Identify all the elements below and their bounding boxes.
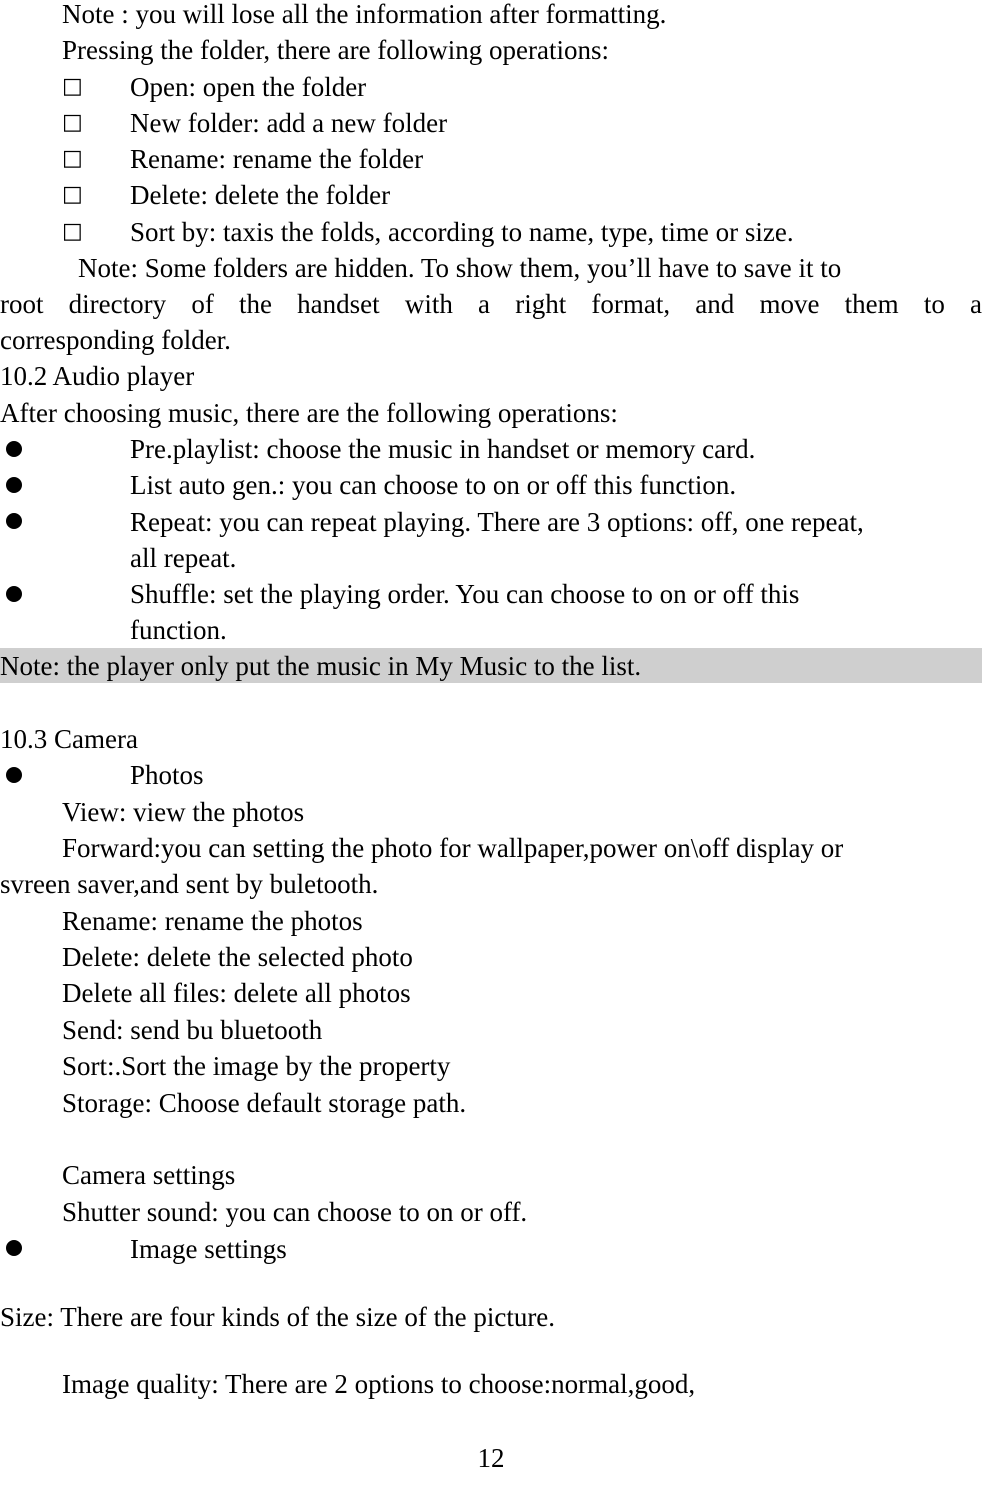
camera-settings-heading: Camera settings xyxy=(62,1160,236,1190)
photo-op: View: view the photos xyxy=(62,797,305,827)
list-marker: □ xyxy=(62,182,83,207)
folder-intro: Pressing the folder, there are following operations: xyxy=(62,35,610,65)
bullet-icon xyxy=(6,513,22,529)
player-note: Note: the player only put the music in My Music to the list. xyxy=(0,651,642,681)
hidden-folders-note-cont: root directory of the handset with a right format, and move them to a xyxy=(0,289,982,319)
hidden-folders-note-end: corresponding folder. xyxy=(0,325,231,355)
bullet-icon xyxy=(6,586,22,602)
photo-op: Delete all files: delete all photos xyxy=(62,978,411,1008)
list-item: Pre.playlist: choose the music in handset or memory card. xyxy=(130,434,756,464)
list-item-cont: function. xyxy=(130,615,227,645)
audio-heading: 10.2 Audio player xyxy=(0,361,195,391)
camera-heading: 10.3 Camera xyxy=(0,724,138,754)
list-marker: □ xyxy=(62,146,83,171)
photo-op: Delete: delete the selected photo xyxy=(62,942,413,972)
list-item: Delete: delete the folder xyxy=(130,180,391,210)
photos-label: Photos xyxy=(130,760,204,790)
page-number: 12 xyxy=(477,1443,505,1473)
bullet-icon xyxy=(6,441,22,457)
list-item: Sort by: taxis the folds, according to name, type, time or size. xyxy=(130,217,794,247)
image-settings-label: Image settings xyxy=(130,1234,287,1264)
photo-op: Sort:.Sort the image by the property xyxy=(62,1051,451,1081)
audio-intro: After choosing music, there are the following operations: xyxy=(0,398,618,428)
bullet-icon xyxy=(6,767,22,783)
list-item-cont: all repeat. xyxy=(130,543,237,573)
list-item: Rename: rename the folder xyxy=(130,144,424,174)
bullet-icon xyxy=(6,477,22,493)
format-note: Note : you will lose all the information after formatting. xyxy=(62,0,667,29)
photo-op-cont: svreen saver,and sent by buletooth. xyxy=(0,869,379,899)
list-item: Open: open the folder xyxy=(130,72,367,102)
image-quality: Image quality: There are 2 options to choose:normal,good, xyxy=(62,1369,696,1399)
photo-op: Rename: rename the photos xyxy=(62,906,363,936)
list-marker: □ xyxy=(62,74,83,99)
photo-op: Storage: Choose default storage path. xyxy=(62,1088,467,1118)
list-item: New folder: add a new folder xyxy=(130,108,448,138)
list-item: List auto gen.: you can choose to on or off this function. xyxy=(130,470,737,500)
image-size: Size: There are four kinds of the size of the picture. xyxy=(0,1302,556,1332)
list-item: Shuffle: set the playing order. You can choose to on or off this xyxy=(130,579,800,609)
shutter-sound: Shutter sound: you can choose to on or off. xyxy=(62,1197,528,1227)
list-marker: □ xyxy=(62,219,83,244)
photo-op: Send: send bu bluetooth xyxy=(62,1015,323,1045)
hidden-folders-note: Note: Some folders are hidden. To show them, you’ll have to save it to xyxy=(78,253,842,283)
list-item: Repeat: you can repeat playing. There are 3 options: off, one repeat, xyxy=(130,507,864,537)
bullet-icon xyxy=(6,1240,22,1256)
photo-op: Forward:you can setting the photo for wallpaper,power on\off display or xyxy=(62,833,844,863)
list-marker: □ xyxy=(62,110,83,135)
